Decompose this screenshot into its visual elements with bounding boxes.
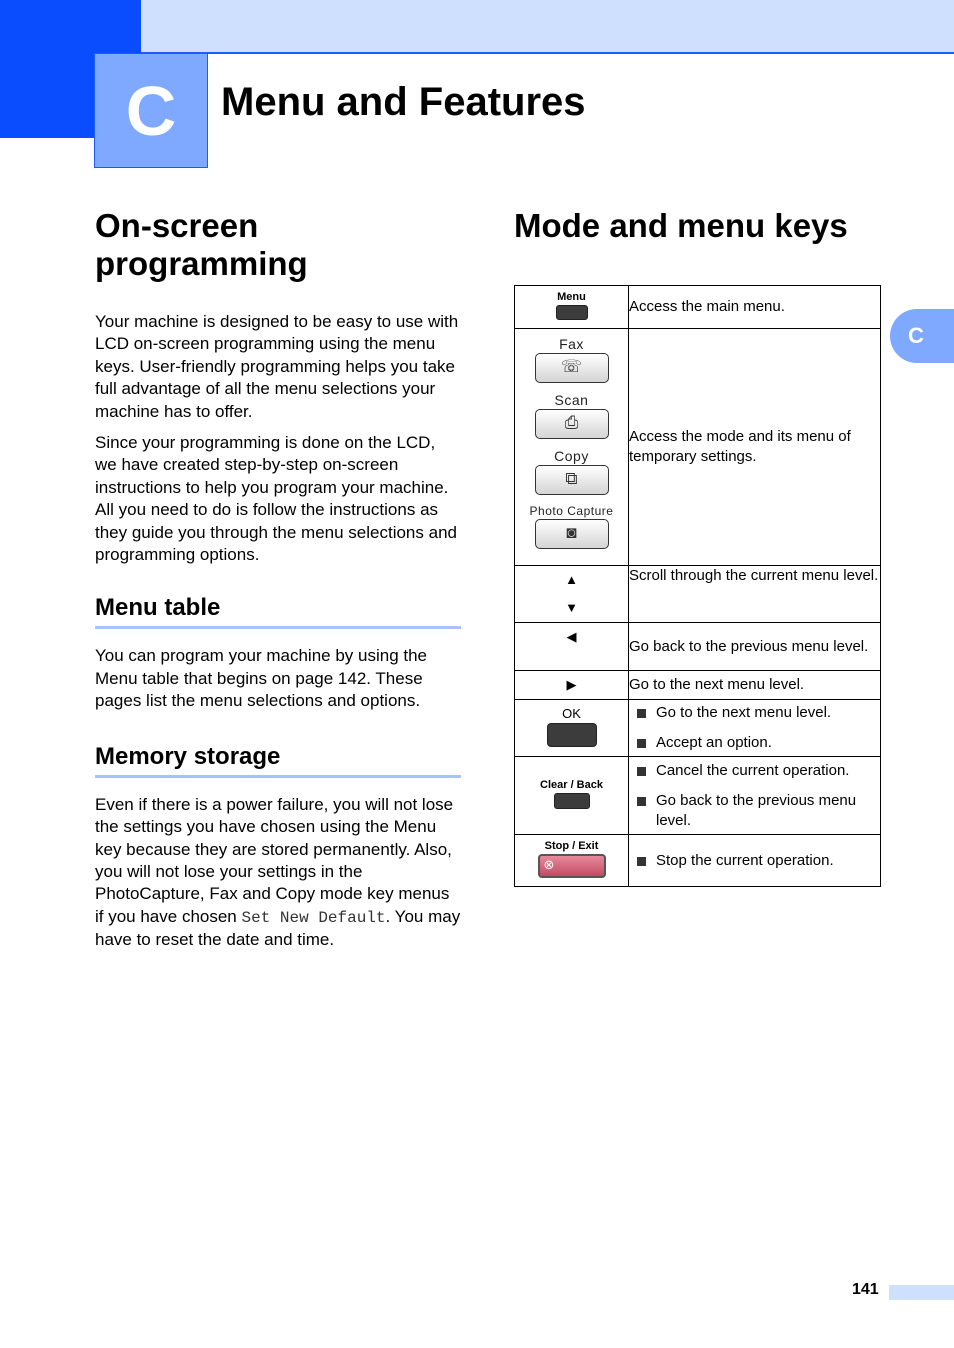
list-item bbox=[629, 761, 880, 781]
memory-heading: Memory storage bbox=[95, 743, 461, 778]
side-chapter-tab: C bbox=[890, 309, 954, 363]
clear-key-cell bbox=[515, 757, 629, 835]
table-row bbox=[515, 623, 881, 671]
header-band bbox=[141, 0, 954, 54]
mode-keys-heading: Mode and menu keys bbox=[514, 207, 848, 244]
stop-key-desc bbox=[629, 835, 881, 887]
table-row bbox=[515, 835, 881, 887]
bullet-square-icon bbox=[637, 709, 646, 718]
scan-key-label: Scan bbox=[554, 392, 589, 408]
up-arrow-icon: ▲ bbox=[565, 572, 578, 587]
set-new-default-code: Set New Default bbox=[241, 908, 386, 927]
table-row bbox=[515, 329, 881, 566]
onscreen-paragraph-1: Your machine is designed to be easy to use with LCD on-screen programming using the menu keys. User-friendly programming helps you take full advantage of all the menu selections your machine has to offer. bbox=[95, 312, 459, 421]
up-down-cell bbox=[515, 566, 629, 623]
left-arrow-icon: ◀ bbox=[566, 629, 577, 644]
stop-key-cell bbox=[515, 835, 629, 887]
list-item bbox=[629, 791, 880, 831]
copier-icon: ⧉ bbox=[565, 469, 578, 488]
bullet-square-icon bbox=[637, 797, 646, 806]
menu-key-cell bbox=[515, 286, 629, 329]
left-arrow-desc: Go back to the previous menu level. bbox=[629, 623, 881, 671]
scanner-icon: ⎙ bbox=[564, 413, 579, 432]
camera-icon: ◙ bbox=[566, 523, 577, 542]
menu-key bbox=[556, 305, 588, 320]
table-row bbox=[515, 757, 881, 835]
bullet-square-icon bbox=[637, 739, 646, 748]
bullet-square-icon bbox=[637, 857, 646, 866]
menu-table-heading: Menu table bbox=[95, 594, 461, 629]
mode-keys-desc: Access the mode and its menu of temporary settings. bbox=[629, 329, 881, 566]
ok-key bbox=[547, 723, 597, 747]
scan-key bbox=[535, 409, 609, 439]
fax-key-label: Fax bbox=[559, 336, 584, 352]
clear-back-key bbox=[554, 793, 590, 809]
menu-key-label: Menu bbox=[557, 290, 586, 303]
chapter-letter-box: C bbox=[94, 53, 208, 168]
ok-bullet-2: Accept an option. bbox=[656, 734, 772, 751]
down-arrow-icon: ▼ bbox=[565, 600, 578, 615]
bullet-square-icon bbox=[637, 767, 646, 776]
copy-key bbox=[535, 465, 609, 495]
table-row bbox=[515, 286, 881, 329]
list-item bbox=[629, 733, 880, 753]
copy-key-label: Copy bbox=[554, 448, 589, 464]
ok-key-desc bbox=[629, 700, 881, 757]
ok-bullet-1: Go to the next menu level. bbox=[656, 704, 832, 721]
table-row bbox=[515, 566, 881, 623]
fax-machine-icon: ☏ bbox=[560, 357, 583, 376]
keys-table bbox=[514, 285, 881, 887]
stop-exit-key-label: Stop / Exit bbox=[544, 839, 599, 852]
page-number: 141 bbox=[852, 1281, 879, 1298]
list-item bbox=[629, 851, 880, 871]
up-down-desc: Scroll through the current menu level. bbox=[629, 566, 881, 623]
table-row bbox=[515, 700, 881, 757]
memory-text-after: . You may have to reset the date and time. bbox=[95, 906, 461, 950]
stop-bullet-1: Stop the current operation. bbox=[656, 851, 834, 869]
menu-table-paragraph: You can program your machine by using the Menu table that begins on page 142. These pages list the menu selections and options. bbox=[95, 646, 428, 711]
list-item bbox=[629, 703, 880, 723]
right-arrow-cell bbox=[515, 671, 629, 700]
clear-key-desc bbox=[629, 757, 881, 835]
photo-capture-key-label: Photo Capture bbox=[529, 504, 614, 518]
clear-bullet-2: Go back to the previous menu level. bbox=[656, 791, 857, 829]
onscreen-paragraph-2: Since your programming is done on the LCD, we have created step-by-step on-screen instructions to help you program your machine. All you need to do is follow the instructions as they guide you through the menu selections and programming options. bbox=[95, 433, 457, 565]
clear-bullet-1: Cancel the current operation. bbox=[656, 761, 850, 779]
right-arrow-desc: Go to the next menu level. bbox=[629, 671, 881, 700]
stop-icon: ⊗ bbox=[543, 856, 555, 872]
stop-exit-key bbox=[538, 854, 606, 878]
table-row bbox=[515, 671, 881, 700]
menu-key-desc: Access the main menu. bbox=[629, 286, 881, 329]
ok-key-label: OK bbox=[562, 705, 581, 721]
left-arrow-cell bbox=[515, 623, 629, 671]
photo-capture-key bbox=[535, 519, 609, 549]
left-column bbox=[95, 207, 461, 961]
ok-key-cell bbox=[515, 700, 629, 757]
memory-paragraph bbox=[95, 794, 461, 952]
fax-key bbox=[535, 353, 609, 383]
footer-bar bbox=[889, 1285, 954, 1300]
chapter-title: Menu and Features bbox=[221, 80, 586, 124]
mode-keys-cell bbox=[515, 329, 629, 566]
memory-text-before: Even if there is a power failure, you will not lose the settings you have chosen using the Menu key because they are stored permanently. Also, you will not lose your settings in the PhotoCapture, Fax and Copy mode key menus if you have chosen bbox=[95, 794, 454, 926]
right-column bbox=[514, 207, 881, 887]
right-arrow-icon: ▶ bbox=[566, 677, 577, 692]
onscreen-heading: On-screen programming bbox=[95, 207, 308, 282]
clear-back-key-label: Clear / Back bbox=[540, 778, 603, 791]
